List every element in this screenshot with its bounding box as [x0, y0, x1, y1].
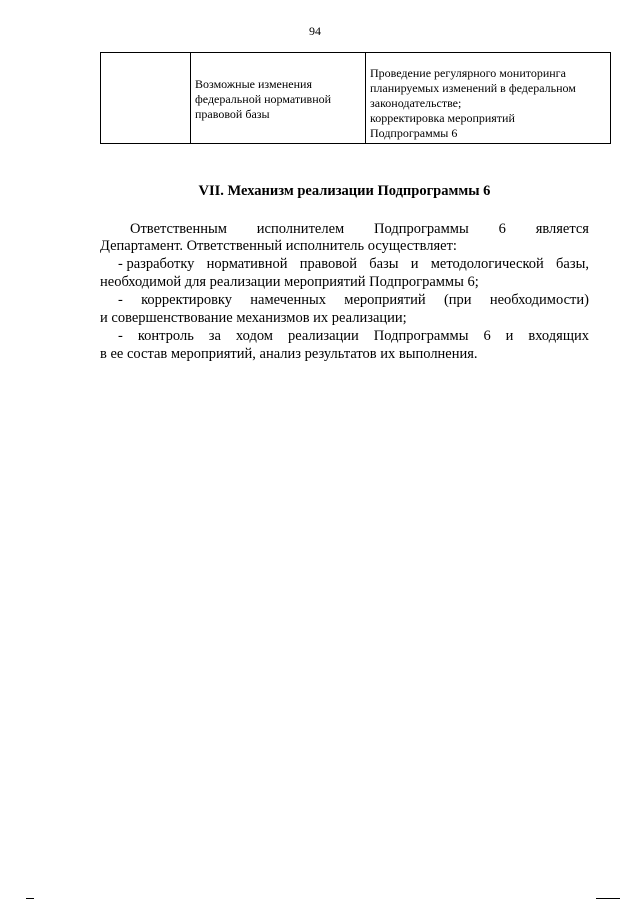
list-item-line: в ее состав мероприятий, анализ результатов их выполнения. — [100, 346, 478, 362]
word: - — [118, 292, 123, 308]
measures-table — [100, 52, 611, 144]
paragraph-line — [100, 220, 589, 238]
list-item-line: и совершенствование механизмов их реализации; — [100, 310, 407, 326]
list-item-line — [100, 255, 589, 273]
word: необходимости) — [489, 292, 589, 308]
word: ходом — [235, 328, 273, 344]
word: контроль — [137, 328, 194, 344]
paragraph-line: Департамент. Ответственный исполнитель осуществляет: — [100, 238, 457, 254]
table-cell-text: Проведение регулярного мониторинга планируемых изменений в федеральном законодательстве; корректировка мероприятий Подпрограммы 6 — [370, 66, 576, 140]
word: базы, — [556, 256, 589, 272]
word: 6 — [483, 328, 491, 344]
word: является — [535, 221, 589, 237]
word: намеченных — [250, 292, 326, 308]
word: - разработку — [118, 256, 195, 272]
word: корректировку — [141, 292, 233, 308]
word: за — [208, 328, 221, 344]
word: Подпрограммы — [374, 221, 469, 237]
word: Ответственным — [130, 221, 227, 237]
table-cell-measures — [366, 53, 611, 144]
word: и — [505, 328, 514, 344]
list-item-line: необходимой для реализации мероприятий Подпрограммы 6; — [100, 274, 479, 290]
word: базы — [369, 256, 399, 272]
word: правовой — [299, 256, 357, 272]
table-row — [101, 53, 611, 144]
word: и — [410, 256, 419, 272]
word: Подпрограммы — [373, 328, 469, 344]
section-heading: VII. Механизм реализации Подпрограммы 6 — [198, 183, 491, 199]
list-item-line — [100, 291, 589, 309]
word: мероприятий — [344, 292, 426, 308]
word: входящих — [528, 328, 589, 344]
scan-edge-mark — [26, 898, 34, 899]
list-item-line — [100, 327, 589, 345]
table-cell-risk — [191, 53, 366, 144]
word: методологической — [430, 256, 544, 272]
word: (при — [443, 292, 472, 308]
scan-edge-mark — [596, 898, 620, 899]
word: - — [118, 328, 123, 344]
page-number: 94 — [309, 24, 321, 38]
word: 6 — [498, 221, 506, 237]
table-cell-empty — [101, 53, 191, 144]
table-cell-text: Возможные изменения федеральной нормативной правовой базы — [195, 77, 332, 121]
word: нормативной — [206, 256, 288, 272]
word: исполнителем — [256, 221, 345, 237]
word: реализации — [287, 328, 359, 344]
